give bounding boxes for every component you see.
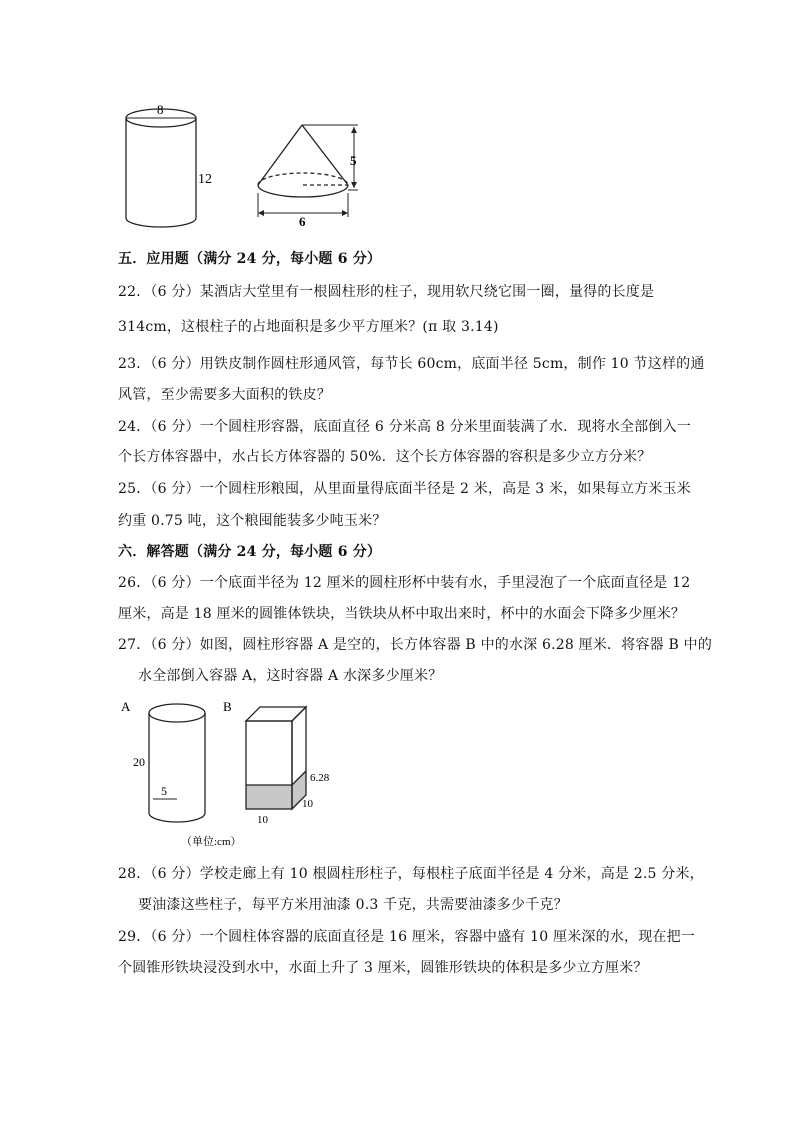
question-26-line1: 26．（6 分）一个底面半径为 12 厘米的圆柱形杯中装有水，手里浸泡了一个底面直径是 12 [118, 575, 691, 591]
unit-label: （单位:cm） [181, 836, 242, 848]
question-23-line1: 23．（6 分）用铁皮制作圆柱形通风管，每节长 60cm，底面半径 5cm，制作 10 节这样的通 [118, 356, 705, 372]
question-23-line2: 风管，至少需要多大面积的铁皮？ [118, 387, 331, 403]
question-24-line1: 24．（6 分）一个圆柱形容器，底面直径 6 分米高 8 分米里面装满了水．现将水全部倒入一 [118, 419, 691, 435]
figure-27 [115, 695, 350, 855]
question-25-line2: 约重 0.75 吨，这个粮囤能装多少吨玉米？ [118, 513, 387, 529]
section-5-title: 五．应用题（满分 24 分，每小题 6 分） [118, 251, 382, 267]
container-b-water-label: 6.28 [310, 772, 330, 784]
container-a-height-label: 20 [133, 755, 145, 769]
question-28-line2: 要油漆这些柱子，每平方米用油漆 0.3 千克，共需要油漆多少千克？ [138, 897, 568, 913]
question-22-line1: 22．（6 分）某酒店大堂里有一根圆柱形的柱子，现用软尺绕它围一圈，量得的长度是 [118, 284, 655, 300]
cone-diameter-label: 6 [299, 214, 306, 229]
container-a-radius-label: 5 [161, 784, 167, 798]
question-22-line2: 314cm，这根柱子的占地面积是多少平方厘米？(π 取 3.14) [118, 319, 499, 335]
cone-figure [250, 115, 380, 230]
section-6-title: 六．解答题（满分 24 分，每小题 6 分） [118, 544, 382, 560]
question-29-line2: 个圆锥形铁块浸没到水中，水面上升了 3 厘米，圆锥形铁块的体积是多少立方厘米？ [118, 960, 648, 976]
question-29-line1: 29．（6 分）一个圆柱体容器的底面直径是 16 厘米，容器中盛有 10 厘米深的水，现在把一 [118, 929, 695, 945]
question-28-line1: 28．（6 分）学校走廊上有 10 根圆柱形柱子，每根柱子底面半径是 4 分米，高是 2.5 分米， [118, 866, 704, 882]
container-b-width-label: 10 [257, 814, 268, 826]
question-26-line2: 厘米，高是 18 厘米的圆锥体铁块，当铁块从杯中取出来时，杯中的水面会下降多少厘米？ [118, 606, 686, 622]
cylinder-diameter-label: 8 [157, 102, 164, 117]
container-b-label: B [223, 699, 232, 714]
cylinder-height-label: 12 [198, 172, 212, 187]
container-b-depth-label: 10 [302, 798, 313, 810]
question-27-line1: 27．（6 分）如图，圆柱形容器 A 是空的，长方体容器 B 中的水深 6.28 厘米．将容器 B 中的 [118, 637, 713, 653]
question-24-line2: 个长方体容器中，水占长方体容器的 50%．这个长方体容器的容积是多少立方分米？ [118, 449, 652, 465]
cylinder-figure [110, 100, 230, 235]
question-25-line1: 25．（6 分）一个圆柱形粮囤，从里面量得底面半径是 2 米，高是 3 米，如果每立方米玉米 [118, 481, 691, 497]
cone-height-label: 5 [350, 153, 357, 168]
container-a-label: A [121, 699, 131, 714]
question-27-line2: 水全部倒入容器 A，这时容器 A 水深多少厘米？ [138, 668, 443, 684]
